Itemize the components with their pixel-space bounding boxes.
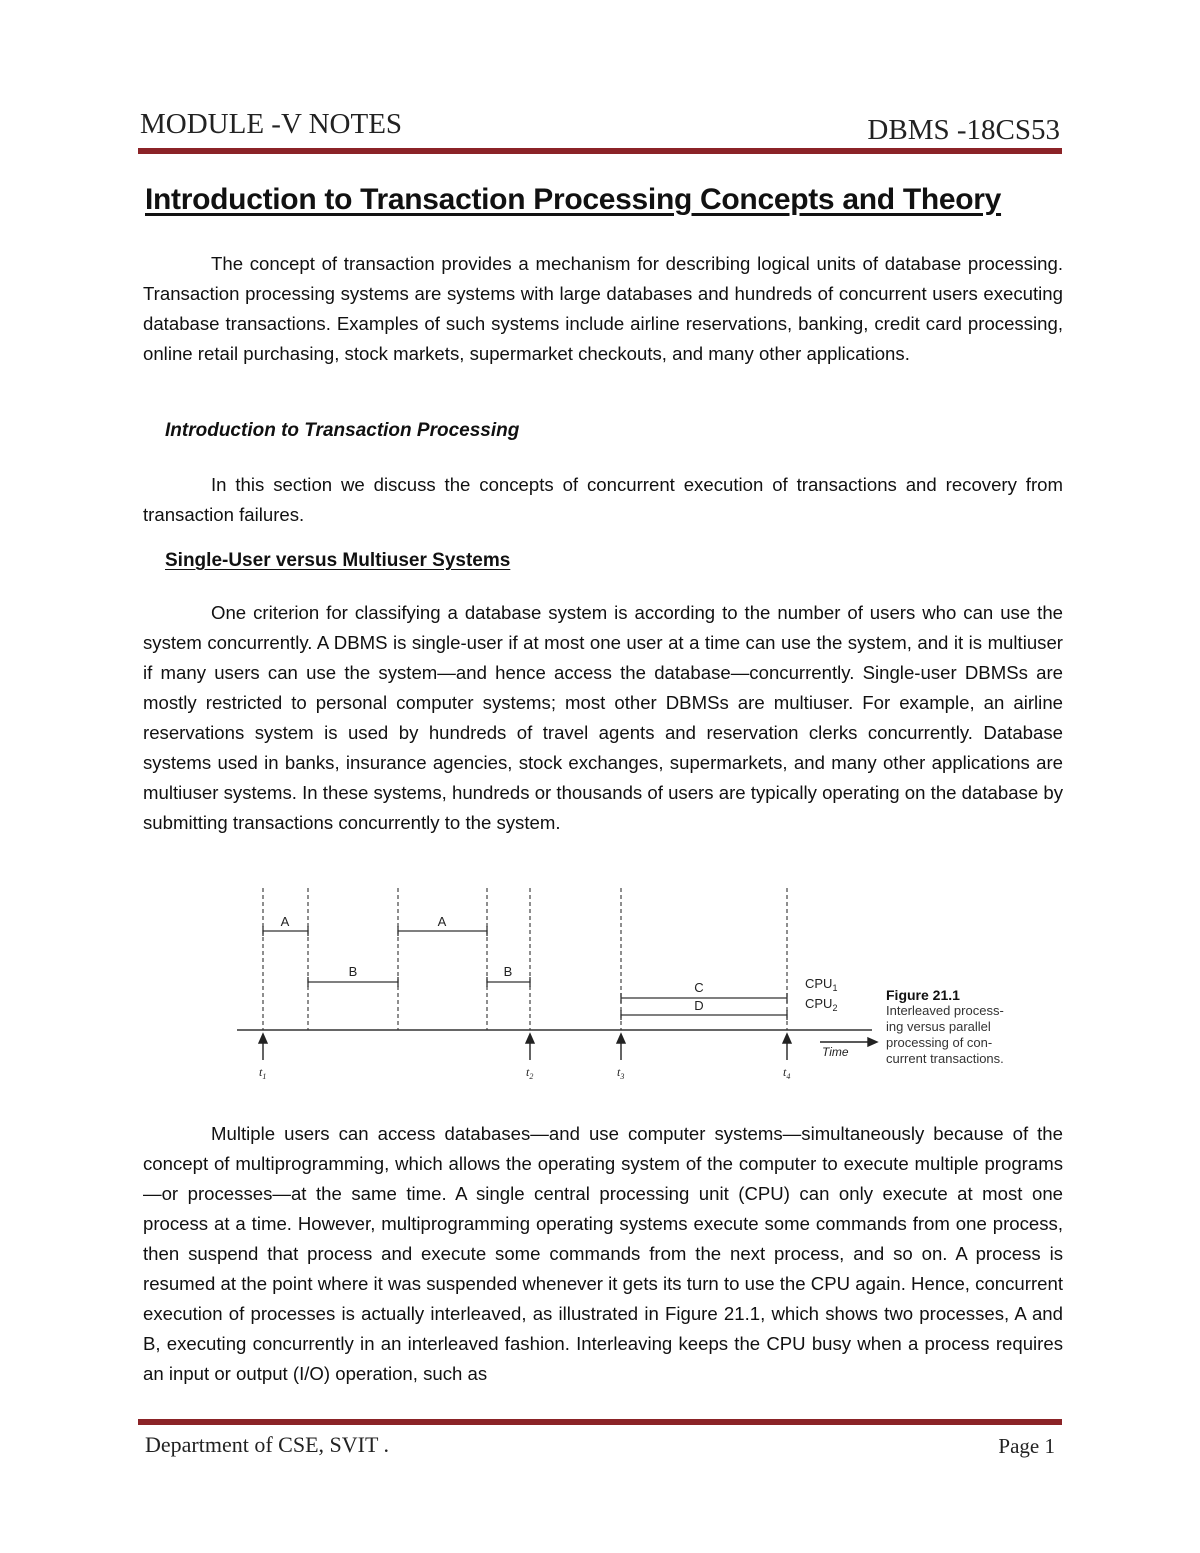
cpu2-label: [805, 996, 837, 1013]
cpu-labels: [805, 976, 837, 1013]
section-paragraph: [143, 470, 1063, 530]
page-title: Introduction to Transaction Processing Concepts and Theory: [145, 183, 1002, 216]
figure-caption-line: Interleaved process-: [886, 1003, 1004, 1018]
footer-page-number: Page 1: [998, 1434, 1055, 1458]
multiprogramming-paragraph-text: Multiple users can access databases—and use computer systems—simultaneously because of the concept of multiprogramming, which allows the operating system of the computer to execute multiple programs—or processes—at the same time. A single central processing unit (CPU) can only execute at most one process at a time. However, multiprogramming operating systems execute some commands from one process, then suspend that process and execute some commands from the next process, and so on. A process is resumed at the point where it was suspended whenever it gets its turn to use the CPU again. Hence, concurrent execution of processes is actually interleaved, as illustrated in Figure 21.1, which shows two processes, A and B, executing concurrently in an interleaved fashion. Interleaving keeps the CPU busy when a process requires an input or output (I/O) operation, such as: [143, 1123, 1063, 1384]
multiprogramming-paragraph: [143, 1119, 1063, 1389]
figure-21-1: [232, 882, 1062, 1082]
section-paragraph-text: In this section we discuss the concepts of concurrent execution of transactions and recovery from transaction failures.: [143, 474, 1063, 525]
t1-label: [259, 1065, 266, 1081]
t2-subscript: 2: [529, 1072, 534, 1081]
cpu1-label: [805, 976, 837, 993]
time-arrowhead: [868, 1038, 877, 1046]
multiuser-paragraph-text: One criterion for classifying a database system is according to the number of users who can use the system concurrently. A DBMS is single-user if at most one user at a time can use the system, and it is multiuser if many users can use the system—and hence access the database—concurrently. Single-user DBMSs are mostly restricted to personal computer systems; most other DBMSs are multiuser. For example, an airline reservations system is used by hundreds of travel agents and reservation clerks concurrently. Database systems used in banks, insurance agencies, stock exchanges, supermarkets, and many other applications are multiuser systems. In these systems, hundreds or thousands of users are typically operating on the database by submitting transactions concurrently to the system.: [143, 602, 1063, 833]
arrowhead-t2: [526, 1034, 534, 1043]
t4-label: [783, 1065, 790, 1081]
cpu2-subscript: 2: [832, 1003, 838, 1013]
t3-letter: t: [617, 1065, 621, 1079]
arrowhead-t3: [617, 1034, 625, 1043]
module-label: MODULE -V NOTES: [140, 108, 403, 140]
label-a2: A: [437, 914, 447, 929]
cpu2-text: CPU: [805, 996, 833, 1011]
page-header: [138, 106, 1062, 146]
section-heading-multiuser: Single-User versus Multiuser Systems: [165, 550, 511, 571]
t3-subscript: 3: [620, 1072, 625, 1081]
figure-caption-line: current transactions.: [886, 1051, 1004, 1066]
header-rule: [138, 148, 1062, 154]
t4-letter: t: [783, 1065, 787, 1079]
figure-caption-line: processing of con-: [886, 1035, 993, 1050]
time-label: Time: [822, 1045, 849, 1059]
cpu1-subscript: 1: [832, 983, 838, 993]
arrowhead-t4: [783, 1034, 791, 1043]
time-arrows: [259, 1034, 877, 1060]
t4-subscript: 4: [786, 1072, 791, 1081]
process-intervals: [263, 926, 787, 1020]
t2-letter: t: [526, 1065, 530, 1079]
footer-department: Department of CSE, SVIT .: [145, 1432, 390, 1457]
t3-label: [617, 1065, 624, 1081]
t1-subscript: 1: [262, 1072, 267, 1081]
figure-caption-title: Figure 21.1: [886, 987, 960, 1003]
course-code: DBMS -18CS53: [867, 114, 1060, 146]
label-b2: B: [503, 964, 513, 979]
figure-caption: [886, 987, 1062, 1067]
figure-caption-line: ing versus parallel: [886, 1019, 991, 1034]
label-c: C: [694, 980, 704, 995]
time-point-labels: [259, 1065, 790, 1081]
intro-paragraph-text: The concept of transaction provides a mechanism for describing logical units of database processing. Transaction processing systems are systems with large databases and hundreds of concurrent users executing database transactions. Examples of such systems include airline reservations, banking, credit card processing, online retail purchasing, stock markets, supermarket checkouts, and many other applications.: [143, 253, 1063, 364]
cpu1-text: CPU: [805, 976, 833, 991]
intro-paragraph: [143, 249, 1063, 369]
footer-rule: [138, 1419, 1062, 1425]
t2-label: [526, 1065, 533, 1081]
t1-letter: t: [259, 1065, 263, 1079]
arrowhead-t1: [259, 1034, 267, 1043]
label-d: D: [694, 998, 704, 1013]
time-dividers: [263, 888, 787, 1030]
section-heading-intro: Introduction to Transaction Processing: [165, 420, 520, 441]
label-b1: B: [348, 964, 358, 979]
multiuser-paragraph: [143, 598, 1063, 838]
label-a1: A: [280, 914, 290, 929]
